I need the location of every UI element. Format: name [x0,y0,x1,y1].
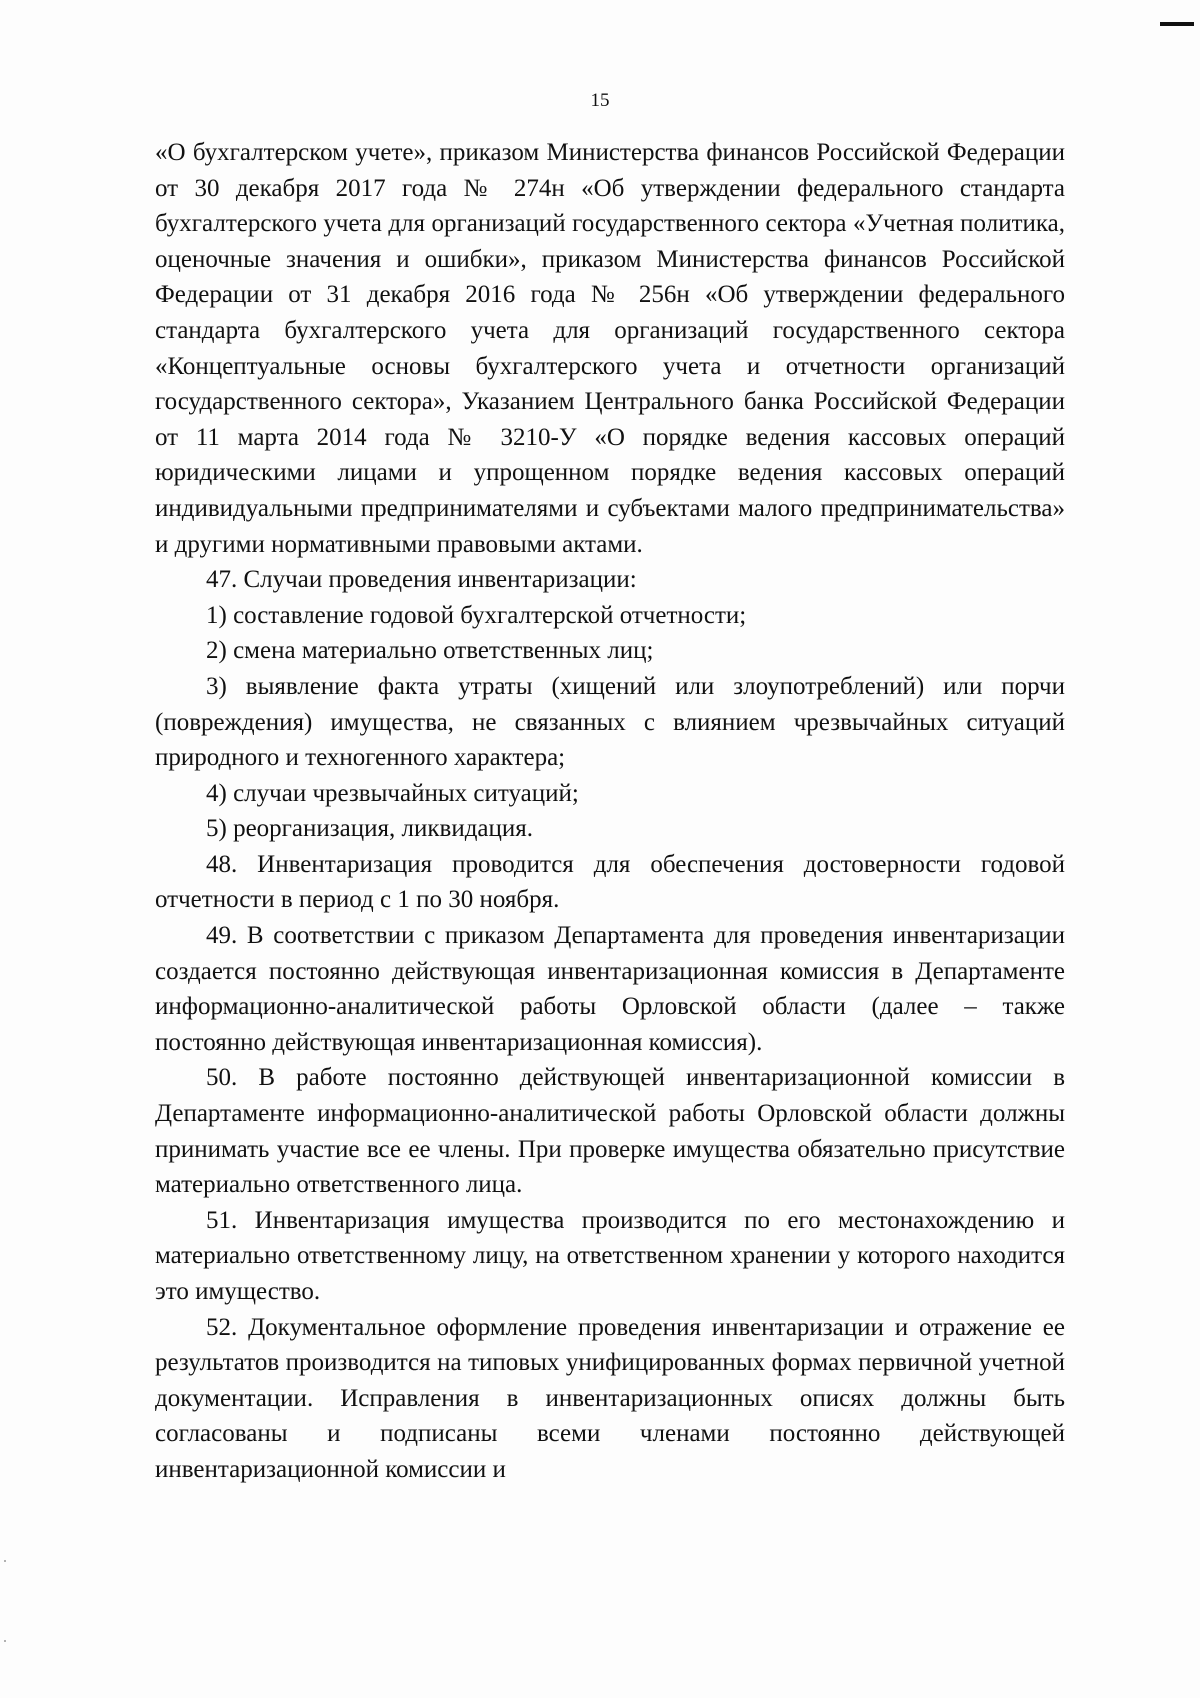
paragraph-47: 47. Случаи проведения инвентаризации: [206,566,637,594]
list-item-1: 1) составление годовой бухгалтерской отчетности; [206,601,747,629]
paragraph-52: 52. Документальное оформление проведения инвентаризации и отражение ее результатов производится на типовых унифицированных формах первичной учетной документации. Исправления в инвентаризационных описях должны быть согласованы и подписаны всеми членами постоянно действующей инвентаризационной комиссии и [155,1313,1065,1483]
paragraph-50: 50. В работе постоянно действующей инвентаризационной комиссии в Департаменте информационно-аналитической работы Орловской области должны принимать участие все ее члены. При проверке имущества обязательно присутствие материально ответственного лица. [155,1064,1065,1199]
document-body [155,135,1065,1488]
paragraph-continuation: «О бухгалтерском учете», приказом Министерства финансов Российской Федерации от 30 декабря 2017 года № 274н «Об утверждении федерального стандарта бухгалтерского учета для организаций государственного сектора «Учетная политика, оценочные значения и ошибки», приказом Министерства финансов Российской Федерации от 31 декабря 2016 года № 256н «Об утверждении федерального стандарта бухгалтерского учета для организаций государственного сектора «Концептуальные основы бухгалтерского учета и отчетности организаций государственного сектора», Указанием Центрального банка Российской Федерации от 11 марта 2014 года № 3210-У «О порядке ведения кассовых операций юридическими лицами и упрощенном порядке ведения кассовых операций индивидуальными предпринимателями и субъектами малого предпринимательства» и другими нормативными правовыми актами. [155,139,1065,558]
scan-artifact [4,1640,6,1642]
paragraph-51: 51. Инвентаризация имущества производится по его местонахождению и материально ответственному лицу, на ответственном хранении у которого находится это имущество. [155,1206,1065,1305]
page-number: 15 [590,90,610,111]
list-item-2: 2) смена материально ответственных лиц; [206,637,654,665]
scan-corner-mark [1160,22,1194,26]
scan-artifact [4,1560,6,1562]
paragraph-48: 48. Инвентаризация проводится для обеспечения достоверности годовой отчетности в период с 1 по 30 ноября. [155,850,1065,914]
list-item-4: 4) случаи чрезвычайных ситуаций; [206,779,579,807]
list-item-5: 5) реорганизация, ликвидация. [206,815,534,843]
list-item-3: 3) выявление факта утраты (хищений или злоупотреблений) или порчи (повреждения) имущества, не связанных с влиянием чрезвычайных ситуаций природного и техногенного характера; [155,672,1065,772]
paragraph-49: 49. В соответствии с приказом Департамента для проведения инвентаризации создается постоянно действующая инвентаризационная комиссия в Департаменте информационно-аналитической работы Орловской области (далее – также постоянно действующая инвентаризационная комиссия). [155,922,1065,1056]
